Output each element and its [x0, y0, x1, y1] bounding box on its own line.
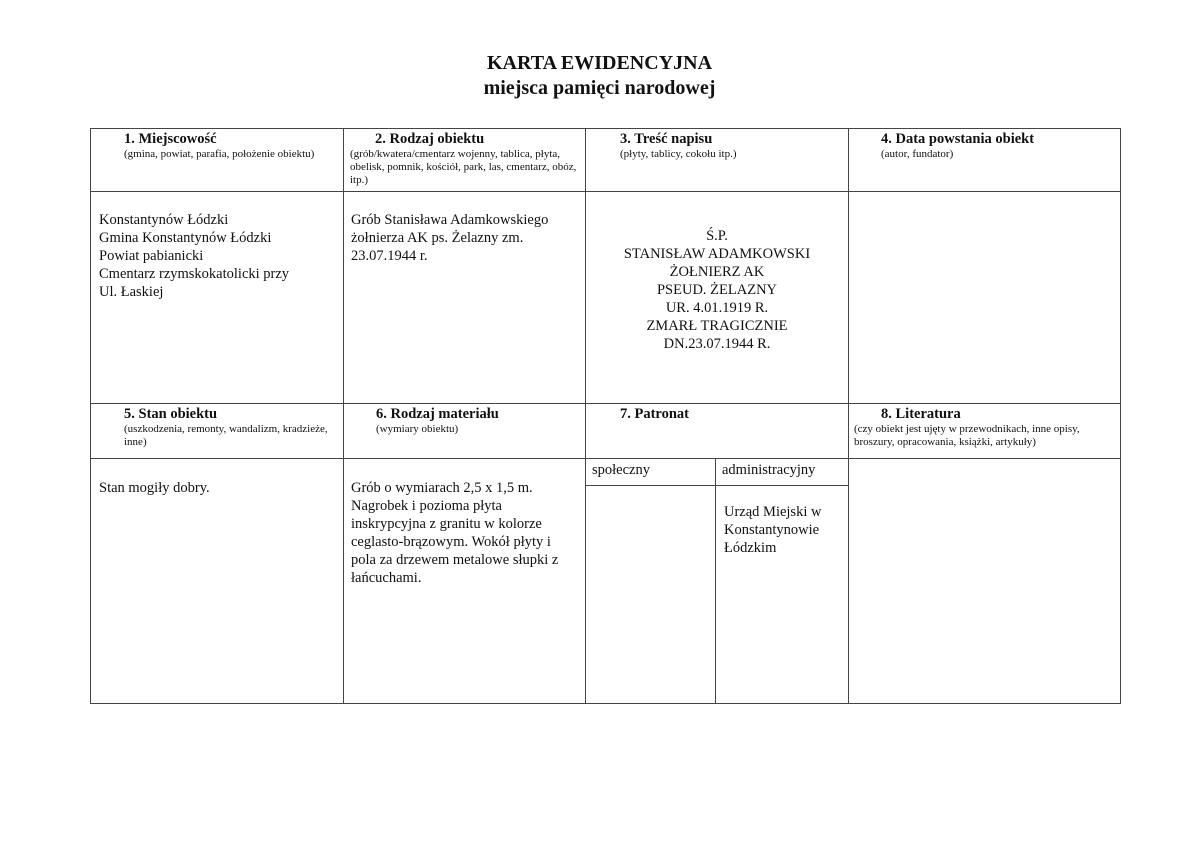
header-label: 7. Patronat: [620, 406, 690, 422]
napis-value: [586, 227, 848, 353]
material-value: Grób o wymiarach 2,5 x 1,5 m. Nagrobek i pozioma płyta inskrypcyjna z granitu w kolorze ceglasto-brązowym. Wokół płyty i pola za drzewem metalowe słupki z łańcuchami.: [351, 480, 559, 586]
header-napis: [620, 131, 840, 161]
header-sub: (autor, fundator): [881, 148, 954, 160]
patronat-administracyjny-label: administracyjny: [722, 462, 816, 478]
text-line: Cmentarz rzymskokatolicki przy: [99, 266, 290, 282]
table-border: [90, 403, 1120, 404]
header-label: 1. Miejscowość: [124, 131, 217, 147]
table-border: [90, 703, 1120, 704]
header-stan: [124, 406, 339, 449]
header-label: 5. Stan obiektu: [124, 406, 218, 422]
text-line: UR. 4.01.1919 R.: [665, 300, 769, 316]
text-line: ZMARŁ TRAGICZNIE: [646, 318, 788, 334]
document-title: KARTA EWIDENCYJNA: [486, 52, 713, 74]
header-miejscowosc: [124, 131, 339, 161]
stan-value: Stan mogiły dobry.: [99, 480, 210, 496]
header-literatura: [854, 406, 1116, 449]
header-material: [376, 406, 581, 436]
header-sub: (uszkodzenia, remonty, wandalizm, kradzieże, inne): [124, 423, 328, 448]
header-label: 3. Treść napisu: [620, 131, 713, 147]
header-label: 4. Data powstania obiekt: [881, 131, 1035, 147]
text-line: Powiat pabianicki: [99, 248, 204, 264]
patronat-administracyjny-value: Urząd Miejski w Konstantynowie Łódzkim: [724, 504, 822, 556]
text-line: STANISŁAW ADAMKOWSKI: [623, 246, 811, 262]
rodzaj-value: Grób Stanisława Adamkowskiego żołnierza AK ps. Żelazny zm. 23.07.1944 r.: [351, 212, 549, 264]
table-border: [1120, 128, 1121, 704]
table-border: [585, 128, 586, 704]
header-rodzaj: [350, 131, 580, 187]
header-sub: (wymiary obiektu): [376, 423, 459, 435]
table-border: [848, 128, 849, 704]
patronat-spoleczny-label: społeczny: [592, 462, 650, 478]
text-line: Gmina Konstantynów Łódzki: [99, 230, 272, 246]
miejscowosc-value: [99, 211, 339, 301]
text-line: Ul. Łaskiej: [99, 284, 164, 300]
text-line: DN.23.07.1944 R.: [663, 336, 771, 352]
header-sub: (czy obiekt jest ujęty w przewodnikach, inne opisy, broszury, opracowania, książki, artykuły): [854, 423, 1080, 448]
table-border: [715, 458, 716, 704]
header-label: 6. Rodzaj materiału: [376, 406, 499, 422]
text-line: PSEUD. ŻELAZNY: [656, 282, 778, 298]
table-border: [90, 128, 91, 704]
table-border: [585, 485, 848, 486]
table-border: [90, 191, 1120, 192]
header-patronat: [620, 406, 840, 423]
text-line: Ś.P.: [706, 228, 728, 244]
document-subtitle: miejsca pamięci narodowej: [483, 77, 716, 99]
text-line: ŻOŁNIERZ AK: [669, 264, 765, 280]
text-line: Konstantynów Łódzki: [99, 212, 229, 228]
header-sub: (grób/kwatera/cmentarz wojenny, tablica, płyta, obelisk, pomnik, kościół, park, las, cmentarz, obóz, itp.): [350, 148, 577, 186]
header-sub: (gmina, powiat, parafia, położenie obiektu): [124, 148, 315, 160]
table-border: [90, 128, 1120, 129]
header-label: 8. Literatura: [881, 406, 961, 422]
table-border: [343, 128, 344, 704]
header-data: [881, 131, 1116, 161]
header-sub: (płyty, tablicy, cokołu itp.): [620, 148, 737, 160]
table-border: [90, 458, 1120, 459]
header-label: 2. Rodzaj obiektu: [375, 131, 485, 147]
